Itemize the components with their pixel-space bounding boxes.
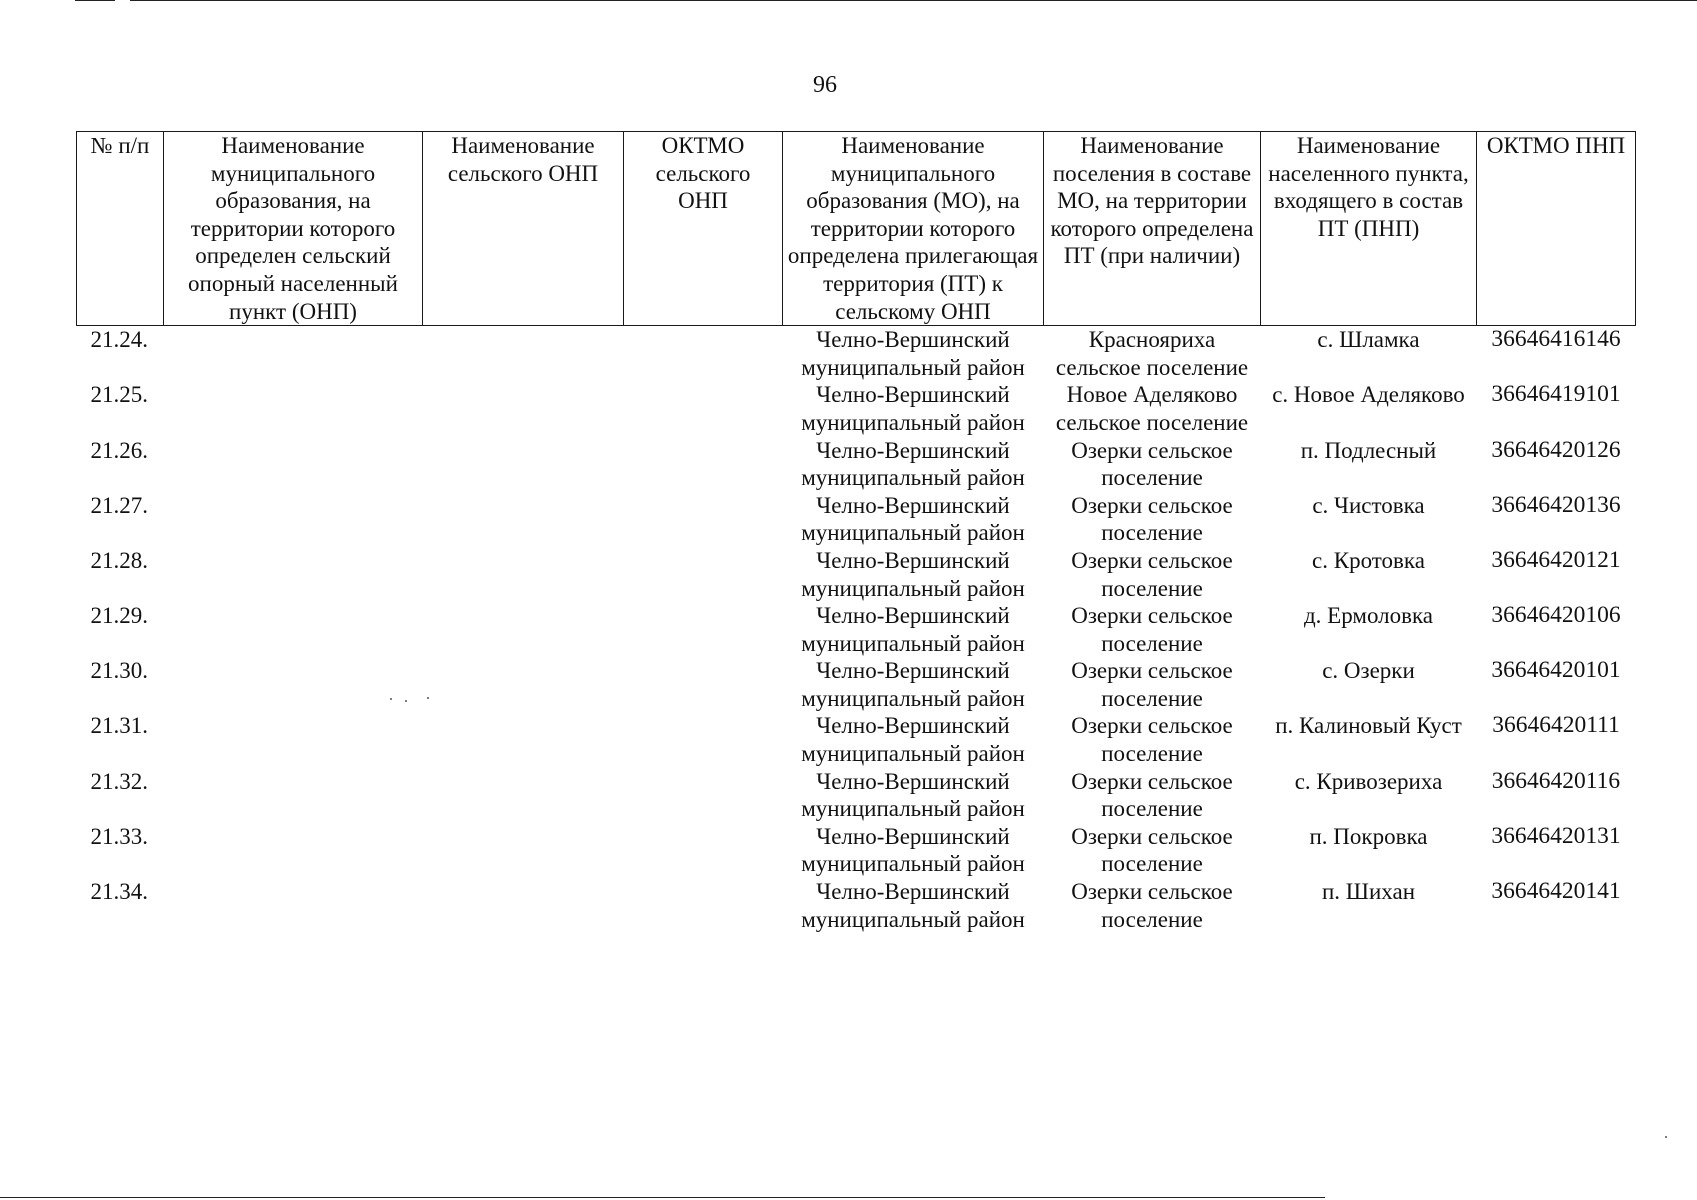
top-edge-rule [130, 0, 1697, 1]
municipality-onp-cell [164, 878, 423, 933]
row-number: 21.25. [90, 382, 148, 408]
header-number: № п/п [77, 132, 164, 326]
rural-onp-oktmo-cell [624, 602, 783, 657]
rural-onp-name-cell [423, 657, 624, 712]
oktmo-cell: 36646420106 [1491, 602, 1621, 629]
rural-onp-oktmo-cell [624, 381, 783, 436]
table-row [77, 381, 1636, 436]
table-row [77, 602, 1636, 657]
settlement-cell: Озерки сельское поселение [1071, 713, 1233, 767]
municipality-cell: Челно-Вершинский муниципальный район [801, 547, 1025, 601]
row-number: 21.24. [90, 327, 148, 353]
scan-speck [427, 697, 429, 699]
header-rural-onp-name: Наименование сельского ОНП [423, 132, 624, 326]
municipality-cell: Челно-Вершинский муниципальный район [801, 879, 1025, 932]
municipality-onp-cell [164, 437, 423, 492]
row-number: 21.26. [90, 437, 148, 463]
oktmo-cell: 36646416146 [1491, 326, 1621, 353]
locality-cell: д. Ермоловка [1303, 603, 1434, 629]
municipality-cell: Челно-Вершинский муниципальный район [801, 768, 1025, 822]
rural-onp-name-cell [423, 823, 624, 878]
row-number: 21.27. [90, 492, 148, 518]
locality-cell: с. Чистовка [1312, 492, 1425, 518]
header-locality-oktmo: ОКТМО ПНП [1477, 132, 1636, 326]
table-row [77, 326, 1636, 382]
scan-speck [405, 700, 407, 702]
rural-onp-name-cell [423, 492, 624, 547]
oktmo-cell: 36646420131 [1491, 822, 1621, 849]
oktmo-cell: 36646420121 [1491, 546, 1621, 573]
bottom-edge-rule [0, 1197, 1325, 1198]
oktmo-cell: 36646420111 [1492, 712, 1620, 739]
row-number: 21.31. [90, 713, 148, 739]
table-row [77, 768, 1636, 823]
locality-cell: с. Кротовка [1312, 547, 1425, 573]
municipality-onp-cell [164, 492, 423, 547]
scan-speck [390, 698, 392, 700]
header-row [77, 132, 1636, 326]
settlements-table [76, 131, 1636, 933]
rural-onp-oktmo-cell [624, 492, 783, 547]
rural-onp-name-cell [423, 768, 624, 823]
oktmo-cell: 36646420116 [1491, 767, 1621, 794]
oktmo-cell: 36646419101 [1491, 381, 1621, 408]
header-municipality-onp: Наименование муниципального образования, на территории которого определен сельский опорный населенный пункт (ОНП) [164, 132, 423, 326]
locality-cell: п. Калиновый Куст [1275, 713, 1462, 739]
row-number: 21.29. [90, 603, 148, 629]
table-body [77, 326, 1636, 934]
settlement-cell: Краснояриха сельское поселение [1055, 327, 1249, 380]
municipality-cell: Челно-Вершинский муниципальный район [801, 382, 1025, 435]
header-rural-onp-oktmo: ОКТМО сельского ОНП [624, 132, 783, 326]
row-number: 21.28. [90, 547, 148, 573]
scan-speck [1665, 1136, 1667, 1138]
oktmo-cell: 36646420126 [1491, 436, 1621, 463]
municipality-onp-cell [164, 823, 423, 878]
locality-cell: с. Новое Аделяково [1272, 382, 1465, 408]
table-row [77, 437, 1636, 492]
locality-cell: с. Озерки [1322, 658, 1415, 684]
rural-onp-oktmo-cell [624, 547, 783, 602]
header-municipality-pt: Наименование муниципального образования (МО), на территории которого определена прилегающая территория (ПТ) к сельскому ОНП [783, 132, 1044, 326]
row-number: 21.33. [90, 823, 148, 849]
rural-onp-oktmo-cell [624, 823, 783, 878]
municipality-onp-cell [164, 712, 423, 767]
rural-onp-oktmo-cell [624, 437, 783, 492]
oktmo-cell: 36646420136 [1491, 491, 1621, 518]
rural-onp-oktmo-cell [624, 878, 783, 933]
locality-cell: п. Подлесный [1300, 437, 1437, 463]
municipality-cell: Челно-Вершинский муниципальный район [801, 603, 1025, 656]
rural-onp-oktmo-cell [624, 326, 783, 382]
locality-cell: с. Кривозериха [1294, 768, 1443, 794]
municipality-onp-cell [164, 657, 423, 712]
top-edge-rule-left [75, 0, 115, 1]
table-row [77, 547, 1636, 602]
table-row [77, 492, 1636, 547]
locality-cell: с. Шламка [1317, 327, 1420, 353]
oktmo-cell: 36646420101 [1491, 657, 1621, 684]
municipality-onp-cell [164, 326, 423, 382]
locality-cell: п. Покровка [1309, 823, 1428, 849]
row-number: 21.32. [90, 768, 148, 794]
settlement-cell: Озерки сельское поселение [1071, 823, 1233, 877]
settlement-cell: Озерки сельское поселение [1071, 879, 1233, 932]
municipality-onp-cell [164, 547, 423, 602]
header-settlement: Наименование поселения в составе МО, на территории которого определена ПТ (при наличии) [1044, 132, 1261, 326]
municipality-cell: Челно-Вершинский муниципальный район [801, 437, 1025, 491]
page-number: 96 [813, 72, 837, 98]
settlement-cell: Озерки сельское поселение [1071, 492, 1233, 546]
municipality-cell: Челно-Вершинский муниципальный район [801, 492, 1025, 546]
settlement-cell: Озерки сельское поселение [1071, 658, 1233, 711]
table-row [77, 878, 1636, 933]
municipality-onp-cell [164, 602, 423, 657]
table-row [77, 823, 1636, 878]
table-row [77, 712, 1636, 767]
row-number: 21.30. [90, 658, 148, 684]
municipality-onp-cell [164, 768, 423, 823]
rural-onp-name-cell [423, 437, 624, 492]
settlement-cell: Озерки сельское поселение [1071, 547, 1233, 601]
municipality-cell: Челно-Вершинский муниципальный район [801, 658, 1025, 711]
municipality-onp-cell [164, 381, 423, 436]
municipality-cell: Челно-Вершинский муниципальный район [801, 713, 1025, 767]
settlement-cell: Озерки сельское поселение [1071, 437, 1233, 491]
rural-onp-oktmo-cell [624, 768, 783, 823]
rural-onp-name-cell [423, 381, 624, 436]
municipality-cell: Челно-Вершинский муниципальный район [801, 327, 1025, 380]
rural-onp-name-cell [423, 602, 624, 657]
row-number: 21.34. [90, 879, 148, 905]
rural-onp-name-cell [423, 326, 624, 382]
rural-onp-oktmo-cell [624, 712, 783, 767]
oktmo-cell: 36646420141 [1491, 878, 1621, 905]
rural-onp-oktmo-cell [624, 657, 783, 712]
table-header [77, 132, 1636, 326]
municipality-cell: Челно-Вершинский муниципальный район [801, 823, 1025, 877]
header-locality: Наименование населенного пункта, входящего в состав ПТ (ПНП) [1261, 132, 1477, 326]
table-row [77, 657, 1636, 712]
settlement-cell: Озерки сельское поселение [1071, 768, 1233, 822]
settlement-cell: Озерки сельское поселение [1071, 603, 1233, 656]
rural-onp-name-cell [423, 878, 624, 933]
locality-cell: п. Шихан [1321, 879, 1416, 905]
rural-onp-name-cell [423, 712, 624, 767]
settlement-cell: Новое Аделяково сельское поселение [1055, 382, 1249, 435]
rural-onp-name-cell [423, 547, 624, 602]
